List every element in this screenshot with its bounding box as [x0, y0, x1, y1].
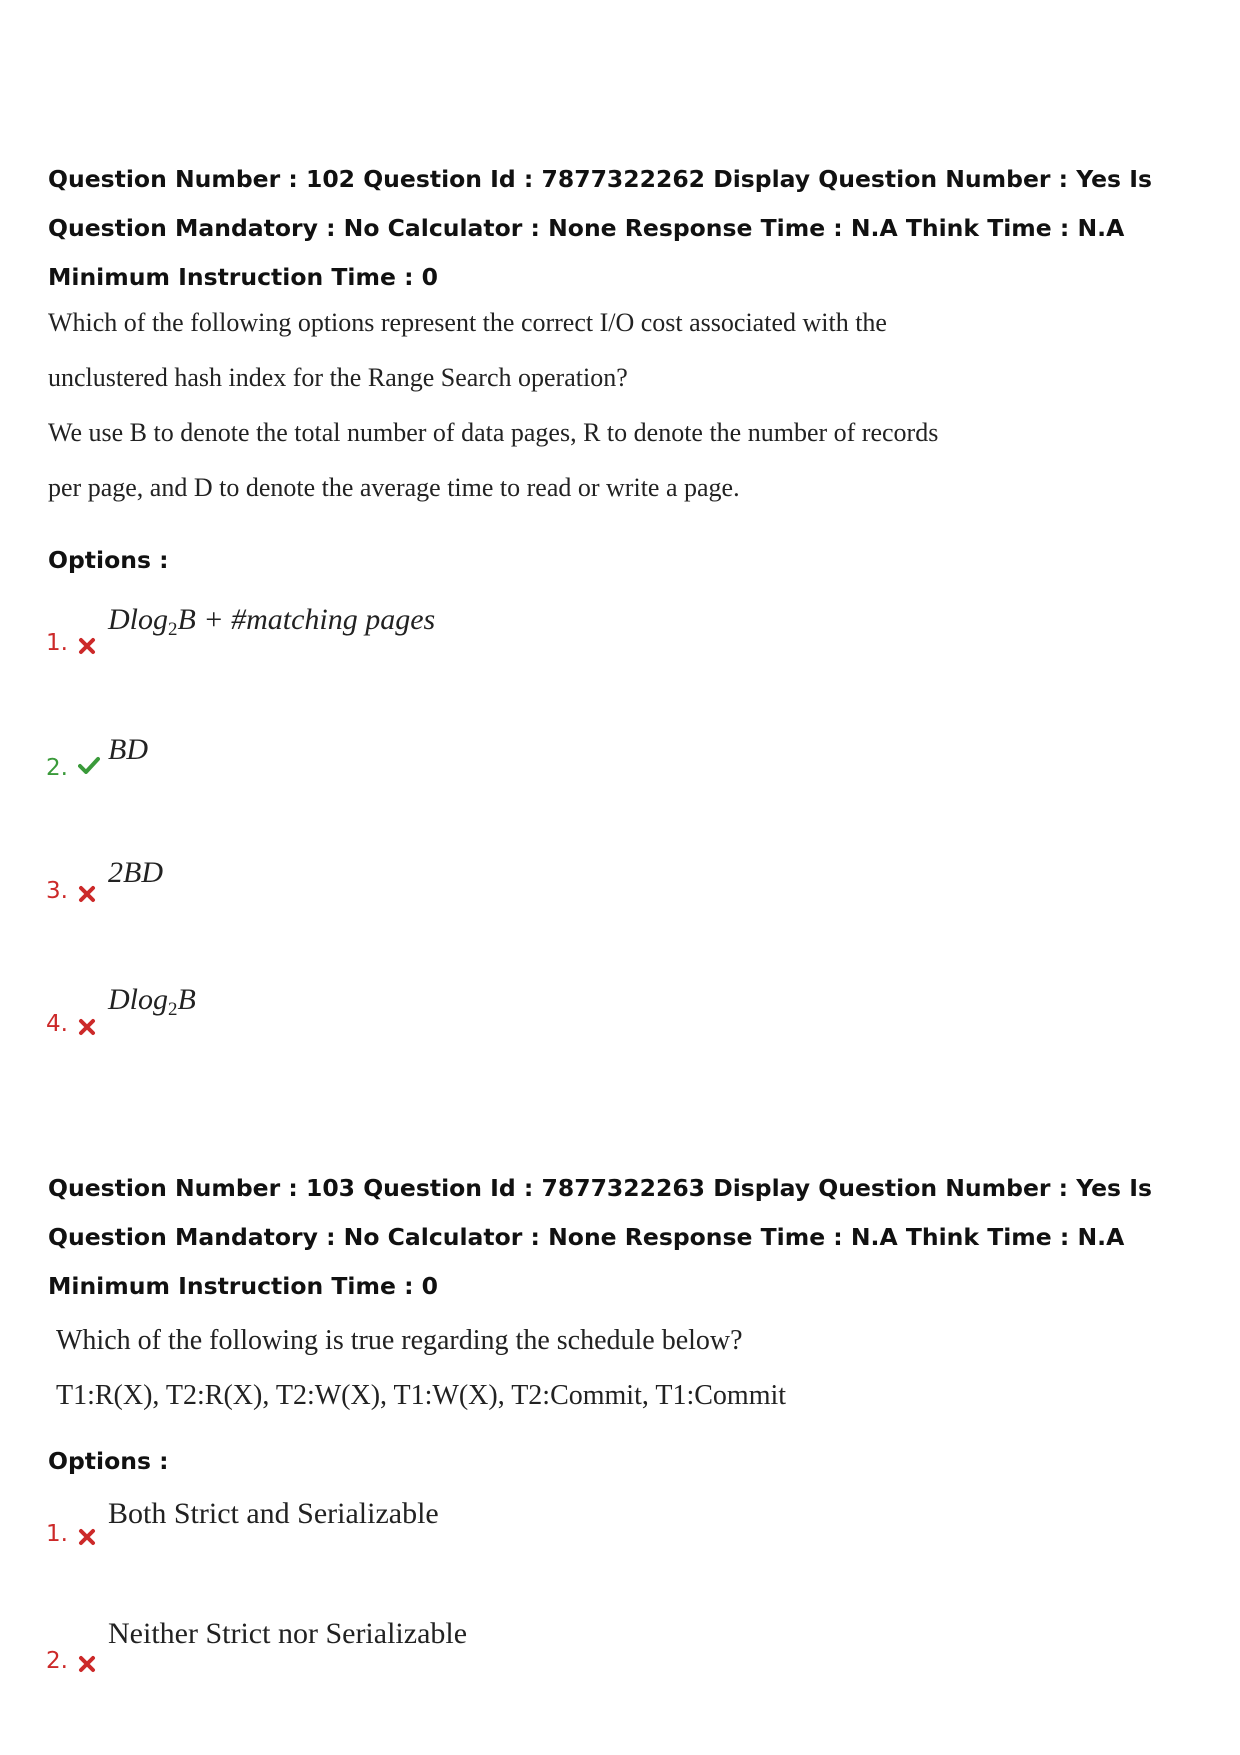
- question-102-header: Question Number : 102 Question Id : 7877322262 Display Question Number : Yes Is Question Mandatory : No Calculator : None Response Time : N.A Think Time : N.A Minimum Instruction Time : 0: [48, 165, 1152, 291]
- option-number: 2.: [46, 755, 68, 781]
- question-text-line: T1:R(X), T2:R(X), T2:W(X), T1:W(X), T2:Commit, T1:Commit: [56, 1380, 787, 1411]
- check-icon: [78, 756, 100, 774]
- option-number: 3.: [46, 878, 68, 904]
- cross-icon: [78, 637, 96, 655]
- question-text-line: per page, and D to denote the average time to read or write a page.: [48, 473, 740, 502]
- option-answer: Dlog$_2$B: [108, 983, 196, 1020]
- option-answer: BD: [108, 733, 148, 766]
- option-number: 4.: [46, 1011, 68, 1037]
- cross-icon: [78, 1655, 96, 1673]
- options-label: Options :: [48, 1447, 169, 1475]
- cross-icon: [78, 1528, 96, 1546]
- option-answer: Both Strict and Serializable: [108, 1497, 439, 1530]
- cross-icon: [78, 885, 96, 903]
- question-text-line: We use B to denote the total number of data pages, R to denote the number of records: [48, 418, 939, 447]
- question-text-line: unclustered hash index for the Range Search operation?: [48, 363, 628, 392]
- option-answer: Neither Strict nor Serializable: [108, 1617, 468, 1650]
- question-text-line: Which of the following is true regarding the schedule below?: [56, 1325, 743, 1356]
- option-answer: 2BD: [108, 856, 163, 889]
- options-label: Options :: [48, 546, 169, 574]
- question-text-line: Which of the following options represent the correct I/O cost associated with the: [48, 308, 887, 337]
- option-answer: Dlog$_2$B + #matching pages: [108, 603, 436, 640]
- option-number: 1.: [46, 1521, 68, 1547]
- question-103-header: Question Number : 103 Question Id : 7877322263 Display Question Number : Yes Is Question Mandatory : No Calculator : None Response Time : N.A Think Time : N.A Minimum Instruction Time : 0: [48, 1174, 1152, 1300]
- option-number: 1.: [46, 630, 68, 656]
- option-number: 2.: [46, 1648, 68, 1674]
- cross-icon: [78, 1018, 96, 1036]
